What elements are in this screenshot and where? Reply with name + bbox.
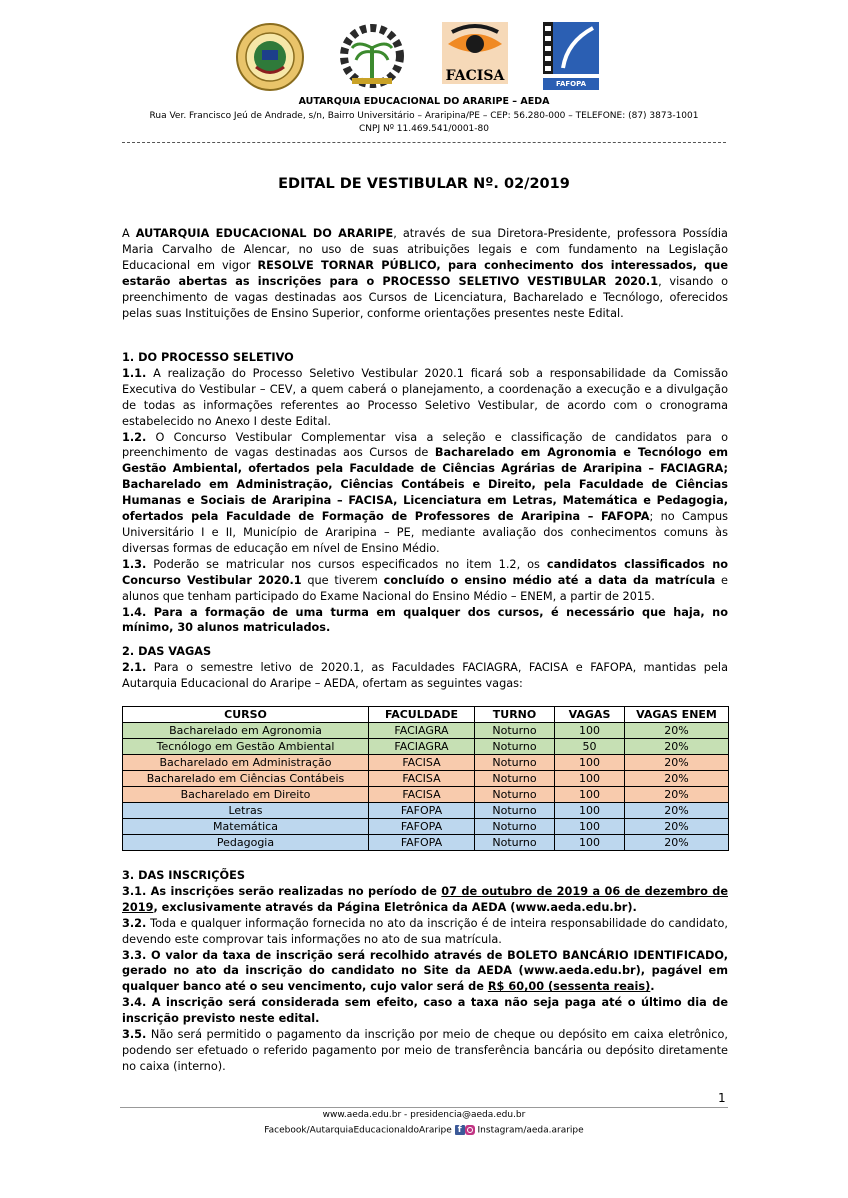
footer-social [0, 1125, 848, 1136]
footer-contact: www.aeda.edu.br - presidencia@aeda.edu.br [322, 1110, 526, 1120]
section-inscricoes [122, 868, 728, 1075]
table-cell: 20% [625, 803, 729, 819]
facebook-link[interactable]: Facebook/AutarquiaEducacionaldoAraripe [264, 1125, 452, 1136]
section-processo-seletivo [122, 350, 728, 636]
table-cell: FAFOPA [369, 819, 475, 835]
table-row [123, 835, 729, 851]
table-cell: 100 [555, 723, 625, 739]
table-cell: FACIAGRA [369, 739, 475, 755]
table-cell: 100 [555, 771, 625, 787]
fafopa-logo [543, 22, 599, 86]
item-3-3: 3.3. O valor da taxa de inscrição será recolhido através de BOLETO BANCÁRIO IDENTIFICADO, gerado no ato da inscrição do candidato no Site da AEDA (www.aeda.edu.br), pagável em qualquer banco até o seu vencimento, cujo valor será de R$ 60,00 (sessenta reais). [122, 948, 728, 994]
page-number: 1 [718, 1091, 726, 1105]
table-cell: 50 [555, 739, 625, 755]
item-1-3: 1.3. Poderão se matricular nos cursos especificados no item 1.2, os candidatos classificados no Concurso Vestibular 2020.1 que tiverem concluído o ensino médio até a data da matrícula e alunos que tenham participado do Exame Nacional do Ensino Médio – ENEM, a partir de 2015. [122, 557, 728, 603]
table-row [123, 739, 729, 755]
item-2-1: 2.1. Para o semestre letivo de 2020.1, as Faculdades FACIAGRA, FACISA e FAFOPA, mantidas pela Autarquia Educacional do Araripe – AEDA, ofertam as seguintes vagas: [122, 660, 728, 690]
col-header-faculdade: FACULDADE [369, 707, 475, 723]
item-3-4: 3.4. A inscrição será considerada sem efeito, caso a taxa não seja paga até o último dia de inscrição previsto neste edital. [122, 996, 728, 1026]
table-row [123, 803, 729, 819]
table-cell: Noturno [475, 787, 555, 803]
item-1-4: 1.4. Para a formação de uma turma em qualquer dos cursos, é necessário que haja, no mínimo, 30 alunos matriculados. [122, 605, 728, 635]
table-cell: 20% [625, 755, 729, 771]
faciagra-gear-logo [338, 22, 406, 92]
table-header-row [123, 707, 729, 723]
table-cell: 100 [555, 755, 625, 771]
table-cell: FACISA [369, 755, 475, 771]
org-name: AUTARQUIA EDUCACIONAL DO ARARIPE – AEDA [298, 96, 550, 107]
table-cell: 100 [555, 803, 625, 819]
table-cell: Noturno [475, 835, 555, 851]
facebook-icon: f [455, 1125, 465, 1135]
table-row [123, 787, 729, 803]
table-cell: 20% [625, 787, 729, 803]
table-row [123, 819, 729, 835]
aeda-seal-logo [236, 22, 304, 92]
table-cell: FACISA [369, 771, 475, 787]
table-cell: Bacharelado em Ciências Contábeis [123, 771, 369, 787]
table-row [123, 723, 729, 739]
item-1-2: 1.2. O Concurso Vestibular Complementar visa a seleção e classificação de candidatos para o preenchimento de vagas destinadas aos Cursos de Bacharelado em Agronomia e Tecnólogo em Gestão Ambiental, ofertados pela Faculdade de Ciências Agrárias de Araripina – FACIAGRA; Bacharelado em Administração, Ciências Contábeis e Direito, pela Faculdade de Ciências Humanas e Sociais de Araripina – FACISA, Licenciatura em Letras, Matemática e Pedagogia, ofertados pela Faculdade de Formação de Professores de Araripina – FAFOPA; no Campus Universitário I e II, Município de Araripina – PE, mediante avaliação dos conhecimentos comuns às diversas formas de educação em nível de Ensino Médio. [122, 430, 728, 555]
table-cell: 20% [625, 835, 729, 851]
col-header-turno: TURNO [475, 707, 555, 723]
table-cell: Noturno [475, 755, 555, 771]
table-cell: Bacharelado em Administração [123, 755, 369, 771]
instagram-link[interactable]: Instagram/aeda.araripe [477, 1125, 584, 1136]
header-divider [122, 142, 726, 143]
vagas-table [122, 706, 729, 851]
col-header-curso: CURSO [123, 707, 369, 723]
table-cell: FAFOPA [369, 835, 475, 851]
table-cell: FACISA [369, 787, 475, 803]
col-header-vagas-enem: VAGAS ENEM [625, 707, 729, 723]
logo-row [0, 22, 848, 94]
table-cell: 20% [625, 723, 729, 739]
table-cell: 20% [625, 771, 729, 787]
col-header-vagas: VAGAS [555, 707, 625, 723]
instagram-icon [465, 1125, 475, 1135]
table-cell: Bacharelado em Direito [123, 787, 369, 803]
table-cell: Noturno [475, 739, 555, 755]
section-vagas [122, 644, 728, 692]
item-3-1: 3.1. As inscrições serão realizadas no período de 07 de outubro de 2019 a 06 de dezembro de 2019, exclusivamente através da Página Eletrônica da AEDA (www.aeda.edu.br). [122, 884, 728, 914]
table-cell: Noturno [475, 819, 555, 835]
table-cell: 20% [625, 819, 729, 835]
section-heading: 2. DAS VAGAS [122, 645, 212, 658]
section-heading: 1. DO PROCESSO SELETIVO [122, 351, 294, 364]
table-cell: Noturno [475, 803, 555, 819]
table-row [123, 755, 729, 771]
item-3-2: 3.2. Toda e qualquer informação fornecida no ato da inscrição é de inteira responsabilidade do candidato, devendo este comprovar tais informações no ato de sua matrícula. [122, 916, 728, 946]
item-3-5: 3.5. Não será permitido o pagamento da inscrição por meio de cheque ou depósito em caixa eletrônico, podendo ser efetuado o referido pagamento por meio de transferência bancária ou depósito diretamente no caixa (interno). [122, 1028, 728, 1073]
table-cell: 100 [555, 819, 625, 835]
section-heading: 3. DAS INSCRIÇÕES [122, 869, 246, 882]
document-title: EDITAL DE VESTIBULAR Nº. 02/2019 [278, 176, 570, 192]
item-1-1: 1.1. A realização do Processo Seletivo Vestibular 2020.1 ficará sob a responsabilidade da Comissão Executiva do Vestibular – CEV, a quem caberá o planejamento, a coordenação a execução e a divulgação de todas as informações referentes ao Processo Seletivo Vestibular, de acordo com o cronograma estabelecido no Anexo I deste Edital. [122, 366, 728, 428]
org-cnpj: CNPJ Nº 11.469.541/0001-80 [359, 124, 489, 134]
table-cell: 100 [555, 835, 625, 851]
table-cell: 100 [555, 787, 625, 803]
table-row [123, 771, 729, 787]
facisa-eye-icon [442, 22, 508, 62]
table-cell: Pedagogia [123, 835, 369, 851]
table-cell: Noturno [475, 723, 555, 739]
table-cell: 20% [625, 739, 729, 755]
fafopa-logo-text: FAFOPA [543, 78, 599, 90]
table-cell: Noturno [475, 771, 555, 787]
table-cell: FAFOPA [369, 803, 475, 819]
org-address: Rua Ver. Francisco Jeú de Andrade, s/n, Bairro Universitário – Araripina/PE – CEP: 56.280-000 – TELEFONE: (87) 3873-1001 [149, 111, 699, 121]
fafopa-film-icon [543, 22, 599, 74]
table-cell: Letras [123, 803, 369, 819]
table-cell: FACIAGRA [369, 723, 475, 739]
facisa-logo-text: FACISA [445, 68, 505, 84]
footer-divider [120, 1107, 728, 1108]
intro-paragraph: A AUTARQUIA EDUCACIONAL DO ARARIPE, através de sua Diretora-Presidente, professora Possídia Maria Carvalho de Alencar, no uso de suas atribuições legais e com fundamento na Legislação Educacional em vigor RESOLVE TORNAR PÚBLICO, para conhecimento dos interessados, que estarão abertas as inscrições para o PROCESSO SELETIVO VESTIBULAR 2020.1, visando o preenchimento de vagas destinadas aos Cursos de Licenciatura, Bacharelado e Tecnólogo, oferecidos pelas suas Instituições de Ensino Superior, conforme orientações presentes neste Edital. [122, 227, 728, 320]
table-cell: Matemática [123, 819, 369, 835]
table-cell: Tecnólogo em Gestão Ambiental [123, 739, 369, 755]
facisa-logo [442, 22, 508, 84]
table-cell: Bacharelado em Agronomia [123, 723, 369, 739]
